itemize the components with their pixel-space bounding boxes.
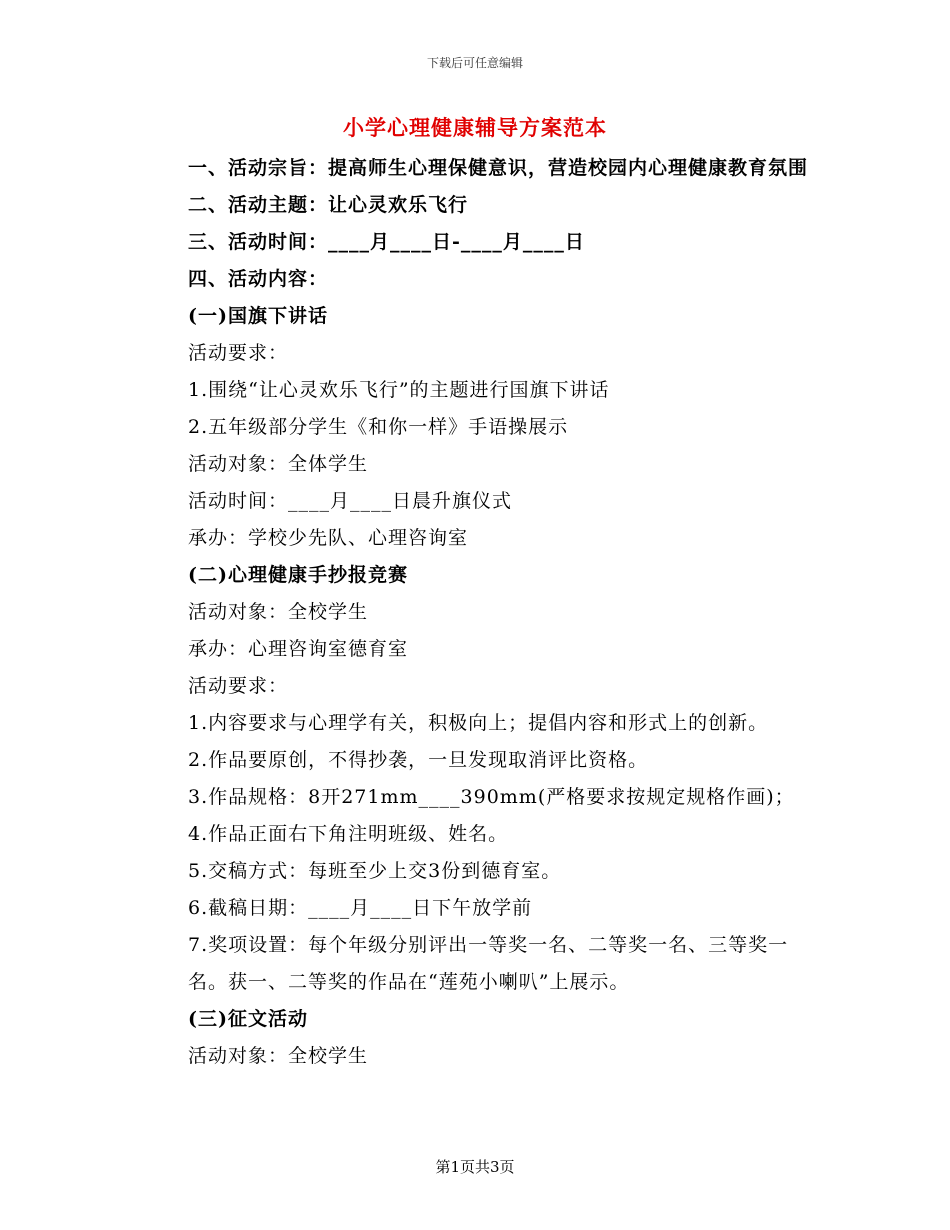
document-body	[142, 150, 810, 1075]
paragraph: 活动对象：全体学生	[188, 453, 369, 475]
list-item: 5.交稿方式：每班至少上交3份到德育室。	[188, 860, 562, 882]
paragraph: 活动对象：全校学生	[188, 1045, 369, 1067]
subsection-essay: (三)征文活动	[188, 1008, 308, 1030]
list-item: 1.内容要求与心理学有关，积极向上；提倡内容和形式上的创新。	[188, 712, 769, 734]
section-theme: 二、活动主题：让心灵欢乐飞行	[188, 194, 469, 216]
paragraph: 活动时间：____月____日晨升旗仪式	[188, 490, 513, 512]
page-footer: 第1页共3页	[435, 1158, 515, 1176]
section-time: 三、活动时间：____月____日-____月____日	[188, 231, 585, 253]
list-item: 2.作品要原创，不得抄袭，一旦发现取消评比资格。	[188, 749, 649, 771]
paragraph: 活动要求：	[188, 675, 289, 697]
header-note: 下载后可任意编辑	[426, 56, 523, 70]
document-title: 小学心理健康辅导方案范本	[343, 115, 607, 140]
list-item: 1.围绕“让心灵欢乐飞行”的主题进行国旗下讲话	[188, 379, 610, 401]
list-item: 3.作品规格：8开271mm____390mm(严格要求按规定规格作画)；	[188, 786, 795, 808]
section-content: 四、活动内容：	[188, 268, 329, 290]
list-item: 6.截稿日期：____月____日下午放学前	[188, 897, 533, 919]
paragraph: 承办：学校少先队、心理咨询室	[188, 527, 469, 549]
list-item: 2.五年级部分学生《和你一样》手语操展示	[188, 416, 569, 438]
list-item: 7.奖项设置：每个年级分别评出一等奖一名、二等奖一名、三等奖一名。获一、二等奖的作品在“莲苑小喇叭”上展示。	[188, 934, 789, 993]
section-purpose: 一、活动宗旨：提高师生心理保健意识，营造校园内心理健康教育氛围	[188, 157, 809, 179]
subsection-flag-speech: (一)国旗下讲话	[188, 305, 328, 327]
paragraph: 活动要求：	[188, 342, 289, 364]
subsection-poster-contest: (二)心理健康手抄报竞赛	[188, 564, 408, 586]
paragraph: 活动对象：全校学生	[188, 601, 369, 623]
paragraph: 承办：心理咨询室德育室	[188, 638, 409, 660]
list-item: 4.作品正面右下角注明班级、姓名。	[188, 823, 509, 845]
